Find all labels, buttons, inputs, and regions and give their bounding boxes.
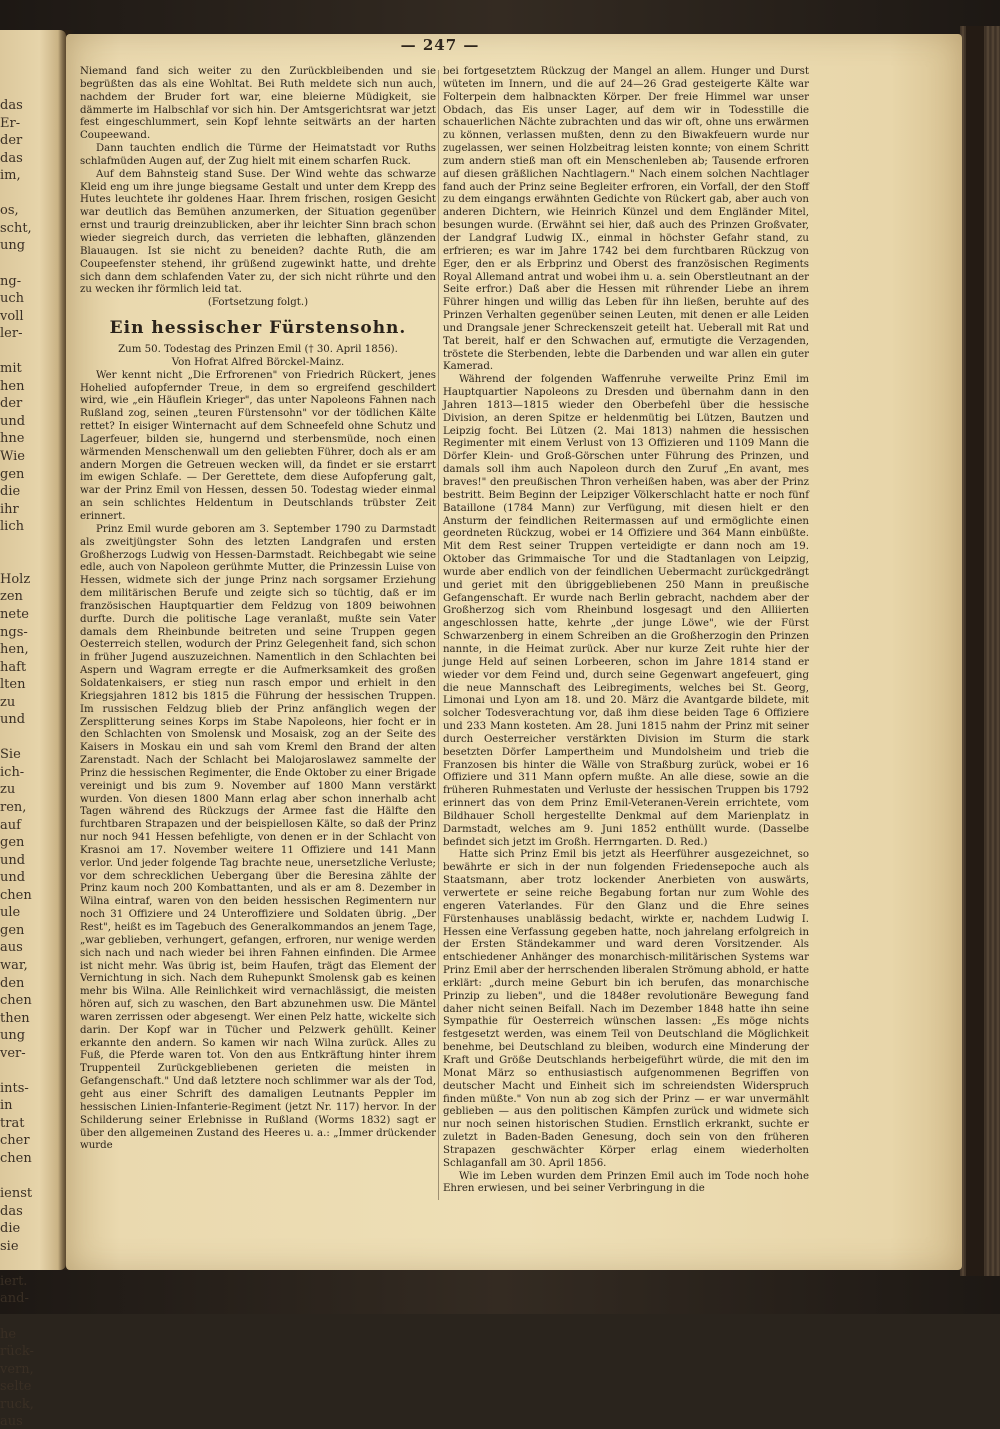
left-page-word-fragment: und [0, 852, 26, 868]
left-page-word-fragment: mit [0, 361, 22, 377]
left-page-word-fragment: ints- [0, 1080, 29, 1096]
left-page-word-fragment: vern, [0, 1361, 34, 1377]
left-page-word-fragment: lten [0, 677, 26, 693]
article-paragraph: Während der folgenden Waffenruhe verweilte Prinz Emil im Hauptquartier Napoleons zu Dresden und übernahm dann in den Jahren 1813—1815 wieder den Oberbefehl über die hessische Division, an deren Spitze er heldenmütig bei Lützen, Bautzen und Leipzig focht. Bei Lützen (2. Mai 1813) nahmen die hessischen Regimenter mit einem Verlust von 13 Offizieren und 1109 Mann die Dörfer Klein- und Groß-Görschen unter Führung des Prinzen, und damals soll ihm auch Napoleon durch den Zuruf „En avant, mes braves!" den preußischen Thron verheißen haben, was aber der Prinz bestritt. Beim Beginn der Leipziger Völkerschlacht hatte er noch fünf Bataillone (1784 Mann) zur Verfügung, mit diesen hielt er den Ansturm der feindlichen Reitermassen auf und ermöglichte einen geordneten Rückzug, wobei er 14 Offiziere und 364 Mann einbüßte. Mit dem Rest seiner Truppen verteidigte er dann noch am 19. Oktober das Grimmaische Tor und die Stadtanlagen von Leipzig, wurde aber endlich von der feindlichen Uebermacht zurückgedrängt und geriet mit den übriggebliebenen 250 Mann in preußische Gefangenschaft. Er wurde nach Berlin gebracht, nachdem aber der Großherzog sich vom Rheinbund losgesagt und den Alliierten angeschlossen hatte, kehrte „der junge Löwe", wie der Fürst Schwarzenberg in einem Schreiben an die Großherzogin den Prinzen nannte, in die Heimat zurück. Aber nur kurze Zeit ruhte hier der junge Held auf seinen Lorbeeren, schon im Jahre 1814 stand er wieder vor dem Feind und, durch seine Gegenwart angefeuert, ging die neue Mannschaft des Leibregiments, welches bei St. Georg, Limonai und Lyon am 18. und 20. März die Avantgarde bildete, mit solcher Todesverachtung vor, daß ihm diese beiden Tage 6 Offiziere und 233 Mann kosteten. Am 28. Juni 1815 nahm der Prinz mit seiner durch Oesterreicher verstärkten Division im Sturm die stark besetzten Dörfer Lampertheim und Mundolsheim und trieb die Franzosen bis hinter die Wälle von Straßburg zurück, wobei er 16 Offiziere und 311 Mann opfern mußte. An alle diese, sowie an die früheren Ruhmestaten und Verluste der hessischen Truppen bis 1792 erinnert das von dem Prinz Emil-Veteranen-Verein errichtete, vom Bildhauer Scholl hergestellte Denkmal auf dem Marienplatz in Darmstadt, welches am 9. Juni 1852 enthüllt wurde. (Dasselbe befindet sich jetzt im Großh. Herrngarten. D. Red.) [443, 374, 809, 848]
left-page-word-fragment: Wie [0, 449, 25, 464]
left-page-word-fragment: os, [0, 203, 19, 219]
left-page-word-fragment: hen, [0, 642, 29, 658]
left-page-word-fragment: haft [0, 659, 27, 675]
left-page-word-fragment: then [0, 1010, 30, 1026]
left-page-word-fragment: sie [0, 1238, 19, 1254]
book-binding-band [966, 26, 984, 1276]
left-page-word-fragment: scht, [0, 220, 32, 236]
left-page-word-fragment: aus [0, 940, 23, 956]
left-page-word-fragment: zu [0, 782, 16, 798]
left-page-word-fragment: chen [0, 993, 32, 1009]
left-page-word-fragment: rück- [0, 1344, 34, 1360]
left-page-word-fragment: he [0, 1326, 17, 1342]
left-page-word-fragment: gen [0, 835, 25, 851]
article-paragraph: Prinz Emil wurde geboren am 3. September 1790 zu Darmstadt als zweitjüngster Sohn des letzten Landgrafen und ersten Großherzogs Ludwig von Hessen-Darmstadt. Reichbegabt wie seine edle, auch von Napoleon gerühmte Mutter, die Prinzessin Luise von Hessen, widmete sich der junge Prinz nach sorgsamer Erziehung dem militärischen Berufe und zeigte sich so tüchtig, daß er im französischen Hauptquartier dem Feldzug von 1809 beiwohnen durfte. Durch die politische Lage veranlaßt, mußte sein Vater damals dem Rheinbunde beitreten und seine Truppen gegen Oesterreich stellen, wodurch der Prinz Gelegenheit fand, sich schon in früher Jugend auszuzeichnen. Namentlich in den Schlachten bei Aspern und Wagram erregte er die Aufmerksamkeit des großen Soldatenkaisers, er stieg nun rasch empor und erhielt in den Kriegsjahren 1812 bis 1815 die Führung der hessischen Truppen. Im russischen Feldzug blieb der Prinz anfänglich wegen der Zersplitterung seines Korps im Stabe Napoleons, hier focht er in den Schlachten von Smolensk und Mosaisk, zog an der Seite des Kaisers in Moskau ein und sah vom Kreml den Brand der alten Zarenstadt. Nach der Schlacht bei Malojaroslawez sammelte der Prinz die hessischen Regimenter, die Ende Oktober zu einer Brigade vereinigt und bis zum 9. November auf 1800 Mann verstärkt wurden. Von diesen 1800 Mann erlag aber schon innerhalb acht Tagen während des Rückzugs der Armee fast die Hälfte den furchtbaren Strapazen und der beispiellosen Kälte, so daß der Prinz nur noch 941 Hessen befehligte, von denen er in der Schlacht von Krasnoi am 17. November weitere 11 Offiziere und 141 Mann verlor. Und jeder folgende Tag brachte neue, unersetzliche Verluste; vor dem schrecklichen Uebergang über die Beresina zählte der Prinz kaum noch 200 Kombattanten, und als er am 8. Dezember in Wilna eintraf, waren von den beiden hessischen Regimentern nur noch 31 Offiziere und 24 Unteroffiziere und Soldaten übrig. „Der Rest", heißt es im Tagebuch des Generalkommandos an jenem Tage, „war geblieben, verhungert, gefangen, erfroren, nur wenige werden sich nach und nach wieder bei ihren Fahnen einfinden. Die Armee ist nicht mehr. Was übrig ist, beim Haufen, trägt das Element der Vernichtung in sich. Nach dem Ruhepunkt Smolensk gab es keinen mehr bis Wilna. Alle Reinlichkeit wird vernachlässigt, die meisten hören auf, sich zu waschen, den Bart abzunehmen usw. Die Mäntel waren zerrissen oder abgesengt. Wer einen Pelz hatte, wickelte sich darin. Der Kopf war in Tücher und Pelzwerk gehüllt. Keiner erkannte den andern. So kamen wir nach Wilna zurück. Alles zu Fuß, die Pferde waren tot. Von den aus Entkräftung hinter ihrem Truppenteil Zurückgebliebenen gerieten die meisten in Gefangenschaft." Und daß letztere noch schlimmer war als der Tod, geht aus einer Schrift des damaligen Leutnants Peppler im hessischen Linien-Infanterie-Regiment (jetzt Nr. 117) hervor. In der Schilderung seiner Erlebnisse in Rußland (Worms 1832) sagt er über den allgemeinen Zustand des Heeres u. a.: „Immer drückender wurde [80, 523, 436, 1152]
article-paragraph: bei fortgesetztem Rückzug der Mangel an allem. Hunger und Durst wüteten im Innern, und die auf 24—26 Grad gesteigerte Kälte war Folterpein dem halbnackten Körper. Der freie Himmel war unser Obdach, das Eis unser Lager, auf dem wir in Todesstille die schauerlichen Nächte zubrachten und das wir oft, ohne uns erwärmen zu können, verlassen mußten, denn zu den Biwakfeuern wurde nur zugelassen, wer seinen Holzbeitrag leisten konnte; von einem Schritt zum andern stieß man oft ein Menschenleben ab; Tausende erfroren auf diesen gräßlichen Nachtlagern." Nach einem solchen Nachtlager fand auch der Prinz seine Begleiter erfroren, ein Vorfall, der den Stoff zu dem eingangs erwähnten Gedichte von Rückert gab, aber auch von anderen Dichtern, wie Heinrich Künzel und dem Engländer Mitel, besungen wurde. (Erwähnt sei hier, daß auch des Prinzen Großvater, der Landgraf Ludwig IX., einmal in höchster Gefahr stand, zu erfrieren; es war im Jahre 1742 bei dem furchtbaren Rückzug von Eger, den er als Erbprinz und Oberst des französischen Regiments Royal Allemand antrat und wobei ihm u. a. sein Oberstleutnant an der Seite erfror.) Daß aber die Hessen mit rührender Liebe an ihrem Führer hingen und willig das Leben für ihn ließen, beruhte auf des Prinzen Verhalten gegenüber seinen Leuten, mit denen er alle Leiden und Drangsale jener Schreckenszeit geteilt hat. Ueberall mit Rat und Tat bereit, half er den Schwachen auf, ermutigte die Verzagenden, tröstete die Sterbenden, lebte die Darbenden und war allen ein guter Kamerad. [443, 66, 809, 373]
right-column [443, 66, 809, 1196]
left-page-word-fragment: aus [0, 1414, 23, 1429]
left-page-word-fragment: chen [0, 887, 32, 903]
left-page-word-fragment: ren, [0, 800, 27, 815]
left-page-word-fragment: lich [0, 519, 24, 535]
left-page-word-fragment: gen [0, 466, 25, 482]
left-page-word-fragment: ver- [0, 1045, 26, 1061]
left-page-word-fragment: das [0, 1203, 23, 1219]
left-page-word-fragment: zu [0, 694, 16, 710]
left-page-word-fragment: und [0, 712, 26, 728]
continued-note: (Fortsetzung folgt.) [207, 297, 309, 309]
left-page-word-fragment: gen [0, 922, 25, 938]
left-page-word-fragment: das [0, 150, 23, 166]
page-number: — 247 — [400, 36, 480, 54]
story-paragraph: Niemand fand sich weiter zu den Zurückbleibenden und sie begrüßten das als eine Wohltat. Bei Ruth meldete sich nun auch, nachdem der Bruder fort war, eine bleierne Müdigkeit, sie dämmerte im Halbschlaf vor sich hin. Der Amtsgerichtsrat war jetzt fest eingeschlummert, sein Kopf lehnte seitwärts an der harten Coupeewand. [80, 66, 436, 142]
left-page-word-fragment: das [0, 98, 23, 113]
article-title: Ein hessischer Fürstensohn. [109, 318, 407, 339]
left-page-word-fragment: und [0, 413, 26, 429]
left-page-word-fragment: der [0, 396, 23, 412]
left-page-word-fragment: die [0, 484, 21, 500]
article-paragraph: Hatte sich Prinz Emil bis jetzt als Heerführer ausgezeichnet, so bewährte er sich in der nun folgenden Friedensepoche auch als Staatsmann, aber trotz lockender Anerbieten von auswärts, verwertete er seine reiche Begabung fortan nur zum Wohle des engeren Vaterlandes. Für den Glanz und die Ehre seines Fürstenhauses unablässig bedacht, wirkte er, nachdem Ludwig I. Hessen eine Verfassung gegeben hatte, noch jahrelang erfolgreich in der Ersten Ständekammer und ward deren Vorsitzender. Als entschiedener Anhänger des monarchisch-militärischen Systems war Prinz Emil aber der herrschenden liberalen Strömung abhold, er hatte erklärt: „durch meine Geburt bin ich berufen, das monarchische Prinzip zu lieben", und die 1848er revolutionäre Bewegung fand daher nicht seinen Beifall. Nach im Dezember 1848 hatte ihn seine Sympathie für Oesterreich wünschen lassen: „Es möge nichts festgesetzt werden, was einem Teil von Deutschland die Möglichkeit benehme, bei Deutschland zu bleiben, wodurch eine Minderung der Kraft und Größe Deutschlands herbeigeführt würde, die mit den im Monat März so enthusiastisch aufgenommenen Begriffen von deutscher Macht und Einheit sich im schreiendsten Widerspruch finden müßte." Von nun ab zog sich der Prinz — er war unvermählt geblieben — aus den politischen Kämpfen zurück und widmete sich nur noch seinen historischen Studien. Ernstlich erkrankt, suchte er zuletzt in Baden-Baden Genesung, doch sein von den früheren Strapazen geschwächter Körper erlag einem wiederholten Schlaganfall am 30. April 1856. [443, 849, 809, 1169]
left-page-word-fragment: nete [0, 606, 29, 622]
left-page-word-fragment: ihr [0, 501, 19, 517]
left-page-word-fragment: and- [0, 1291, 29, 1307]
left-page-word-fragment: Sie [0, 747, 21, 763]
left-page-word-fragment: Er- [0, 115, 21, 131]
left-page-word-fragment: ung [0, 238, 26, 254]
left-page-word-fragment: trat [0, 1115, 25, 1131]
left-page-word-fragment: ruck, [0, 1396, 34, 1412]
left-page-word-fragment: die [0, 1221, 21, 1237]
left-page-word-fragment: den [0, 975, 25, 991]
left-page-word-fragment: selte [0, 1379, 32, 1395]
left-page-word-fragment: ng- [0, 273, 22, 289]
left-column [80, 66, 436, 1153]
column-rule [438, 70, 439, 1200]
left-page-word-fragment: hne [0, 431, 25, 447]
left-page-word-fragment: und [0, 870, 26, 886]
left-page-word-fragment: voll [0, 308, 24, 324]
left-page-word-fragment: ler- [0, 326, 23, 342]
left-page-word-fragment: iert. [0, 1273, 28, 1289]
left-page-word-fragment: der [0, 133, 23, 149]
left-page-word-fragment: cher [0, 1133, 30, 1149]
left-page-word-fragment: auf [0, 817, 21, 833]
left-page-word-fragment: chen [0, 1151, 32, 1166]
article-paragraph: Wie im Leben wurden dem Prinzen Emil auch im Tode noch hohe Ehren erwiesen, und bei seiner Verbringung in die [443, 1170, 809, 1195]
left-page-word-fragment: ich- [0, 764, 25, 780]
story-paragraph: Auf dem Bahnsteig stand Suse. Der Wind wehte das schwarze Kleid eng um ihre junge biegsame Gestalt und unter dem Krepp des Hutes leuchtete ihr goldenes Haar. Ihrem frischen, rosigen Gesicht war deutlich das Bemühen anzumerken, der Situation gegenüber ernst und traurig dreinzublicken, aber ihr leichter Sinn brach schon wieder siegreich durch, das verrieten die lebhaften, glänzenden Blauaugen. Ist sie nicht zu beneiden? dachte Ruth, die am Coupeefenster stehend, ihr grüßend zugewinkt hatte, und drehte sich dann dem schlafenden Vater zu, der sich nicht rührte und den zu wecken ihr förmlich leid tat. [80, 168, 436, 296]
left-page-word-fragment: zen [0, 589, 23, 605]
article-dateline: Zum 50. Todestag des Prinzen Emil († 30. April 1856). [118, 344, 398, 356]
left-page-word-fragment: Holz [0, 571, 31, 587]
story-paragraph: Dann tauchten endlich die Türme der Heimatstadt vor Ruths schlafmüden Augen auf, der Zug hielt mit einem scharfen Ruck. [80, 143, 436, 167]
left-page-word-fragment: hen [0, 378, 25, 394]
left-page-word-fragment: ienst [0, 1186, 33, 1202]
left-page-word-fragment: ung [0, 1028, 26, 1044]
left-page-word-fragment: im, [0, 168, 21, 184]
left-page-word-fragment: in [0, 1098, 13, 1114]
left-page-word-fragment: ngs- [0, 624, 28, 640]
article-paragraph: Wer kennt nicht „Die Erfrorenen" von Friedrich Rückert, jenes Hohelied aufopfernder Treue, in dem so ergreifend geschildert wird, wie „ein Häuflein Krieger", das unter Napoleons Fahnen nach Rußland zog, seinen „teuren Fürstensohn" vor der tödlichen Kälte rettet? In eisiger Winternacht auf dem Schneefeld ohne Schutz und Lagerfeuer, bilden sie, hungernd und sterbensmüde, noch einen wärmenden Menschenwall um den geliebten Führer, doch als er am andern Morgen die Getreuen wecken will, da findet er sie erstarrt im ewigen Schlafe. — Der Gerettete, dem diese Aufopferung galt, war der Prinz Emil von Hessen, dessen 50. Todestag wieder einmal an sein schlichtes Heldentum in Deutschlands trübster Zeit erinnert. [80, 369, 436, 522]
left-facing-page [0, 30, 66, 1429]
left-page-word-fragment: uch [0, 291, 25, 307]
article-byline: Von Hofrat Alfred Börckel-Mainz. [171, 356, 345, 368]
left-page-word-fragment: ule [0, 905, 21, 921]
left-page-word-fragment: war, [0, 957, 28, 973]
